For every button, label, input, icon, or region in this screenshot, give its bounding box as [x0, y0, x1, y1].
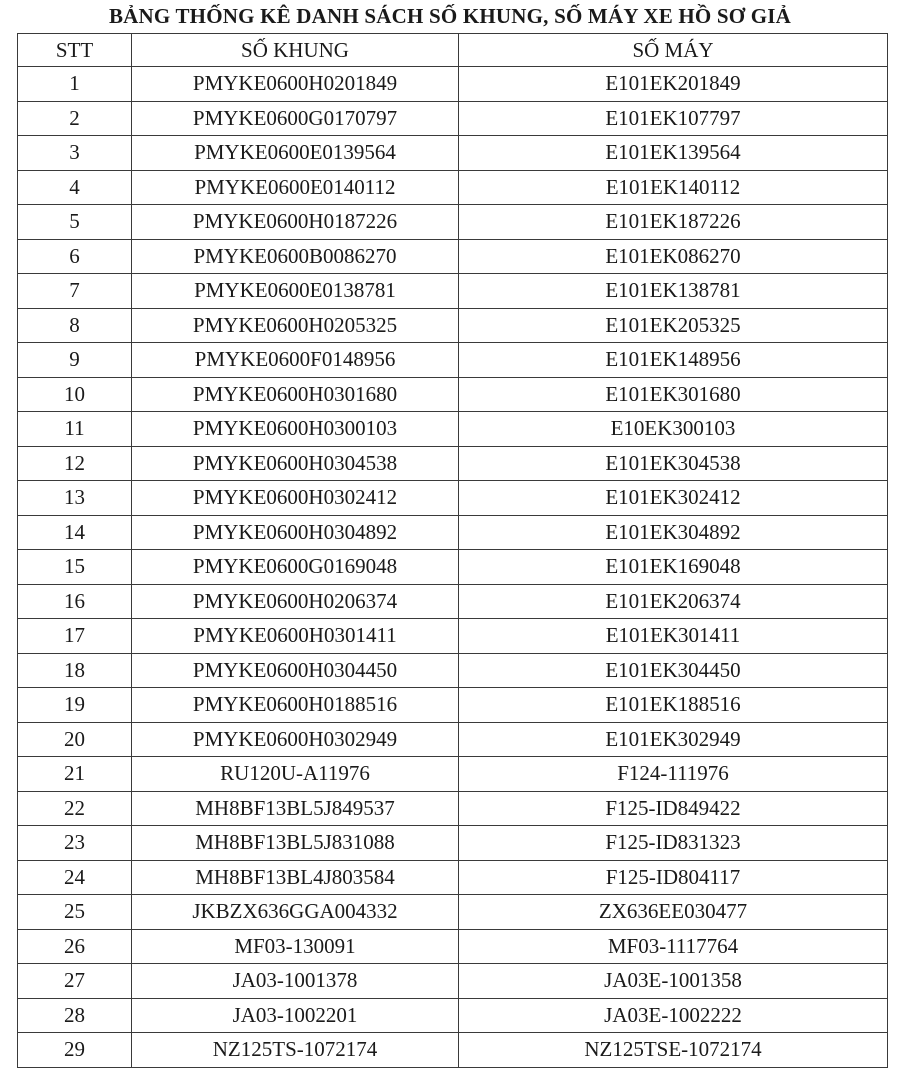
row-frame-number-cell: PMYKE0600H0301411: [132, 619, 459, 654]
row-frame-number-cell: PMYKE0600B0086270: [132, 239, 459, 274]
row-frame-number-cell: PMYKE0600G0170797: [132, 101, 459, 136]
row-engine-number-cell: E101EK201849: [459, 67, 888, 102]
table-row: [18, 343, 888, 378]
row-stt-cell: 22: [18, 791, 132, 826]
row-stt-cell: 17: [18, 619, 132, 654]
row-frame-number-cell: PMYKE0600H0188516: [132, 688, 459, 723]
row-stt-cell: 16: [18, 584, 132, 619]
row-engine-number-cell: JA03E-1001358: [459, 964, 888, 999]
table-row: [18, 722, 888, 757]
row-engine-number-cell: E101EK302412: [459, 481, 888, 516]
row-engine-number-cell: F125-ID831323: [459, 826, 888, 861]
row-stt-cell: 15: [18, 550, 132, 585]
table-row: [18, 412, 888, 447]
row-engine-number-cell: E101EK206374: [459, 584, 888, 619]
row-stt-cell: 12: [18, 446, 132, 481]
row-frame-number-cell: JKBZX636GGA004332: [132, 895, 459, 930]
row-frame-number-cell: RU120U-A11976: [132, 757, 459, 792]
table-row: [18, 446, 888, 481]
row-frame-number-cell: PMYKE0600H0304892: [132, 515, 459, 550]
row-frame-number-cell: PMYKE0600E0139564: [132, 136, 459, 171]
row-stt-cell: 13: [18, 481, 132, 516]
row-stt-cell: 23: [18, 826, 132, 861]
row-frame-number-cell: PMYKE0600H0304538: [132, 446, 459, 481]
row-frame-number-cell: JA03-1001378: [132, 964, 459, 999]
row-stt-cell: 6: [18, 239, 132, 274]
table-row: [18, 515, 888, 550]
row-engine-number-cell: E101EK086270: [459, 239, 888, 274]
row-frame-number-cell: PMYKE0600H0302949: [132, 722, 459, 757]
table-row: [18, 791, 888, 826]
row-stt-cell: 3: [18, 136, 132, 171]
table-row: [18, 274, 888, 309]
row-frame-number-cell: MH8BF13BL5J831088: [132, 826, 459, 861]
row-stt-cell: 26: [18, 929, 132, 964]
row-frame-number-cell: PMYKE0600G0169048: [132, 550, 459, 585]
table-row: [18, 170, 888, 205]
row-engine-number-cell: E101EK302949: [459, 722, 888, 757]
table-row: [18, 239, 888, 274]
row-stt-cell: 21: [18, 757, 132, 792]
header-frame-number: SỐ KHUNG: [132, 34, 459, 67]
table-row: [18, 1033, 888, 1068]
table-row: [18, 584, 888, 619]
row-stt-cell: 29: [18, 1033, 132, 1068]
row-engine-number-cell: E101EK140112: [459, 170, 888, 205]
row-frame-number-cell: MH8BF13BL5J849537: [132, 791, 459, 826]
row-stt-cell: 2: [18, 101, 132, 136]
row-frame-number-cell: NZ125TS-1072174: [132, 1033, 459, 1068]
row-engine-number-cell: E101EK107797: [459, 101, 888, 136]
row-stt-cell: 9: [18, 343, 132, 378]
row-stt-cell: 7: [18, 274, 132, 309]
table-row: [18, 308, 888, 343]
row-engine-number-cell: ZX636EE030477: [459, 895, 888, 930]
row-stt-cell: 14: [18, 515, 132, 550]
table-header-row: [18, 34, 888, 67]
table-row: [18, 653, 888, 688]
row-engine-number-cell: E10EK300103: [459, 412, 888, 447]
row-engine-number-cell: F125-ID849422: [459, 791, 888, 826]
table-row: [18, 998, 888, 1033]
table-row: [18, 205, 888, 240]
row-frame-number-cell: PMYKE0600H0187226: [132, 205, 459, 240]
row-stt-cell: 4: [18, 170, 132, 205]
row-engine-number-cell: MF03-1117764: [459, 929, 888, 964]
row-frame-number-cell: PMYKE0600H0201849: [132, 67, 459, 102]
table-row: [18, 895, 888, 930]
row-stt-cell: 10: [18, 377, 132, 412]
row-frame-number-cell: PMYKE0600E0140112: [132, 170, 459, 205]
row-stt-cell: 11: [18, 412, 132, 447]
row-engine-number-cell: E101EK187226: [459, 205, 888, 240]
row-engine-number-cell: JA03E-1002222: [459, 998, 888, 1033]
table-row: [18, 826, 888, 861]
row-stt-cell: 25: [18, 895, 132, 930]
row-frame-number-cell: MF03-130091: [132, 929, 459, 964]
row-stt-cell: 24: [18, 860, 132, 895]
row-engine-number-cell: F124-111976: [459, 757, 888, 792]
table-row: [18, 929, 888, 964]
row-engine-number-cell: E101EK304892: [459, 515, 888, 550]
table-row: [18, 67, 888, 102]
row-frame-number-cell: PMYKE0600H0205325: [132, 308, 459, 343]
table-row: [18, 481, 888, 516]
row-frame-number-cell: PMYKE0600H0304450: [132, 653, 459, 688]
row-engine-number-cell: NZ125TSE-1072174: [459, 1033, 888, 1068]
row-engine-number-cell: E101EK301411: [459, 619, 888, 654]
table-row: [18, 860, 888, 895]
row-stt-cell: 19: [18, 688, 132, 723]
vehicle-number-table: [17, 33, 888, 1068]
row-stt-cell: 18: [18, 653, 132, 688]
table-body: [18, 67, 888, 1068]
row-frame-number-cell: PMYKE0600H0301680: [132, 377, 459, 412]
document-title: BẢNG THỐNG KÊ DANH SÁCH SỐ KHUNG, SỐ MÁY XE HỒ SƠ GIẢ: [108, 4, 792, 28]
table-row: [18, 757, 888, 792]
row-stt-cell: 8: [18, 308, 132, 343]
row-frame-number-cell: JA03-1002201: [132, 998, 459, 1033]
row-stt-cell: 20: [18, 722, 132, 757]
row-stt-cell: 5: [18, 205, 132, 240]
row-stt-cell: 28: [18, 998, 132, 1033]
row-stt-cell: 27: [18, 964, 132, 999]
row-frame-number-cell: PMYKE0600H0300103: [132, 412, 459, 447]
row-engine-number-cell: E101EK304538: [459, 446, 888, 481]
table-row: [18, 964, 888, 999]
row-frame-number-cell: PMYKE0600E0138781: [132, 274, 459, 309]
row-engine-number-cell: E101EK301680: [459, 377, 888, 412]
row-engine-number-cell: E101EK138781: [459, 274, 888, 309]
row-frame-number-cell: MH8BF13BL4J803584: [132, 860, 459, 895]
row-frame-number-cell: PMYKE0600H0206374: [132, 584, 459, 619]
row-engine-number-cell: E101EK188516: [459, 688, 888, 723]
row-frame-number-cell: PMYKE0600F0148956: [132, 343, 459, 378]
row-engine-number-cell: F125-ID804117: [459, 860, 888, 895]
table-row: [18, 619, 888, 654]
header-engine-number: SỐ MÁY: [459, 34, 888, 67]
table-row: [18, 550, 888, 585]
row-engine-number-cell: E101EK304450: [459, 653, 888, 688]
table-row: [18, 101, 888, 136]
row-engine-number-cell: E101EK139564: [459, 136, 888, 171]
row-engine-number-cell: E101EK205325: [459, 308, 888, 343]
table-row: [18, 136, 888, 171]
row-stt-cell: 1: [18, 67, 132, 102]
row-engine-number-cell: E101EK169048: [459, 550, 888, 585]
table-row: [18, 377, 888, 412]
header-stt: STT: [18, 34, 132, 67]
table-row: [18, 688, 888, 723]
row-frame-number-cell: PMYKE0600H0302412: [132, 481, 459, 516]
row-engine-number-cell: E101EK148956: [459, 343, 888, 378]
